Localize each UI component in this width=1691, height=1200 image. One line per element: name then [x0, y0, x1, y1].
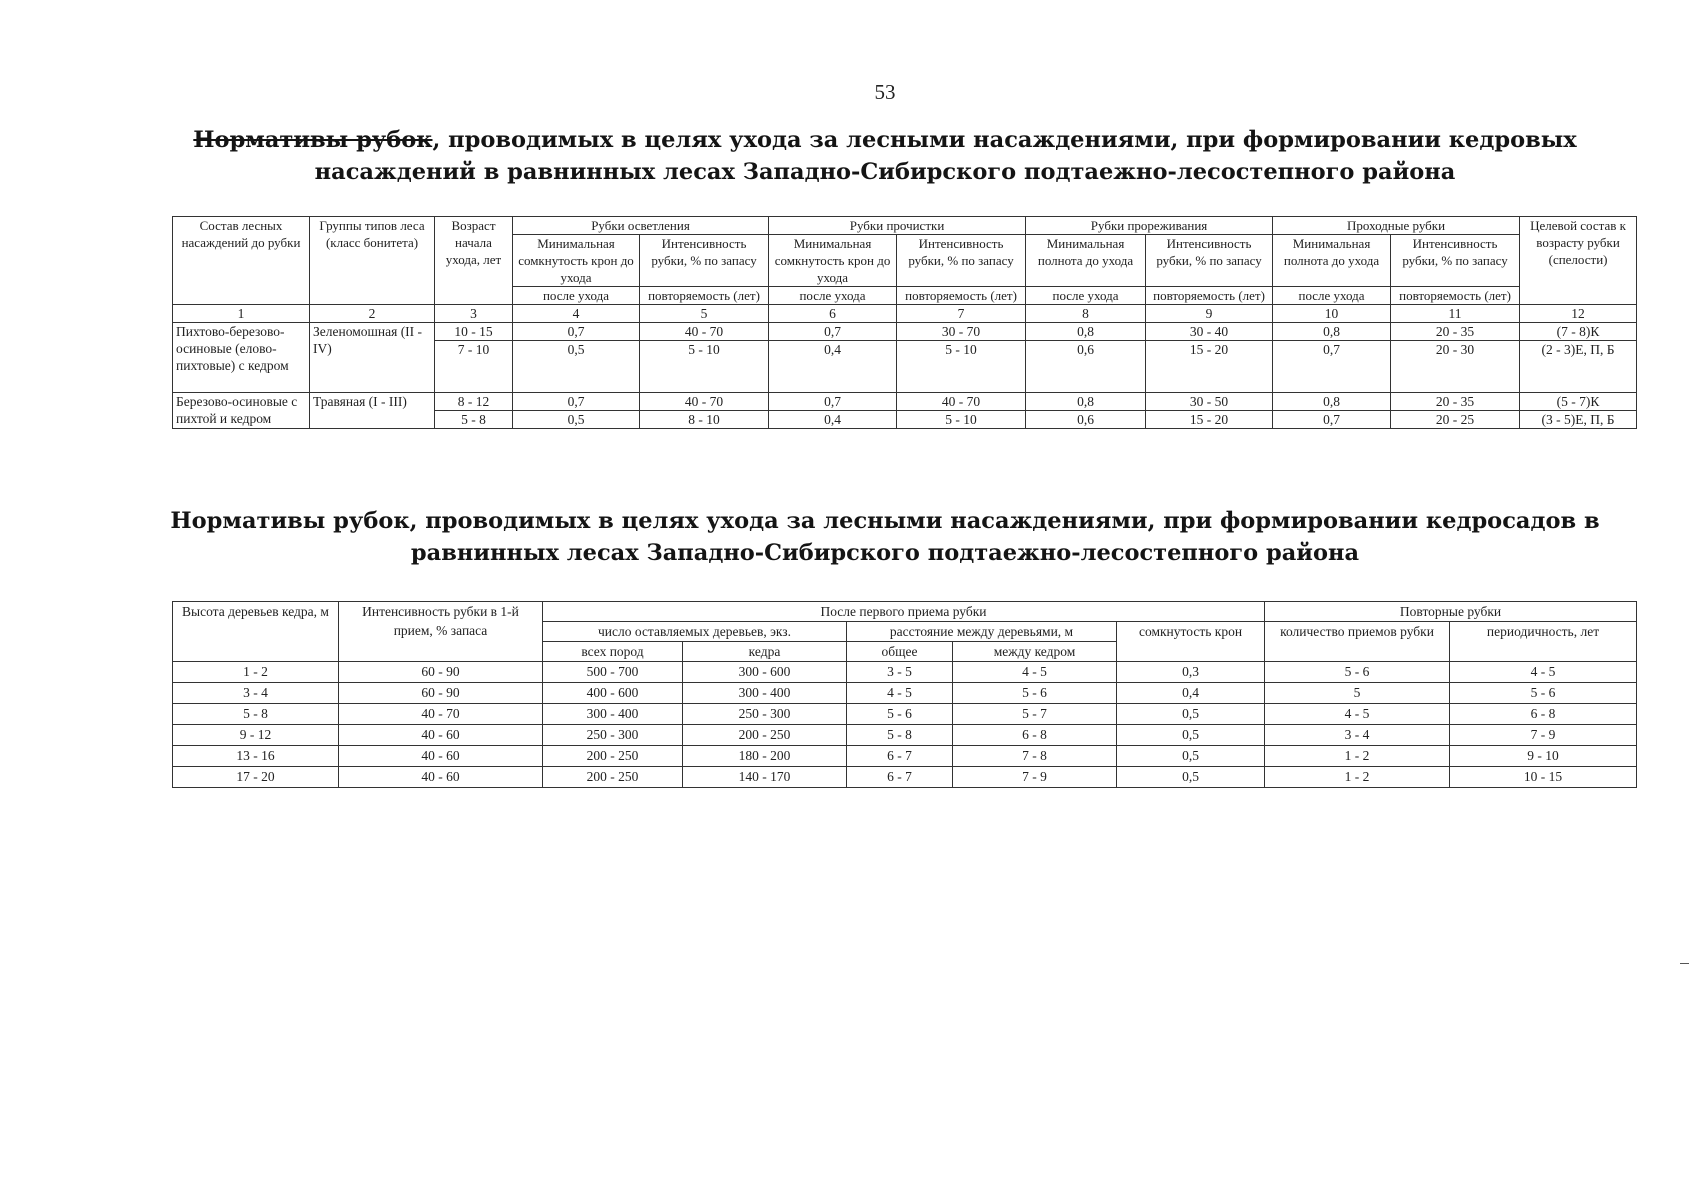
section2-title: Нормативы рубок, проводимых в целях ухода за лесными насаждениями, при формировании кедросадов в равнинных лесах Западно-Сибирского подтаежно-лесостепного района — [170, 508, 1600, 566]
table-cell: 400 - 600 — [543, 683, 683, 704]
table-cell: 0,7 — [1273, 411, 1391, 429]
section1-title-rest: , проводимых в целях ухода за лесными насаждениями, при формировании кедровых насаждений в равнинных лесах Западно-Сибирского подтаежно-лесостепного района — [314, 127, 1577, 185]
table-cell: 40 - 70 — [640, 323, 769, 341]
column-number: 12 — [1520, 305, 1637, 323]
table-cell: 10 - 15 — [435, 323, 513, 341]
hdr-intensity: Интенсивность рубки, % по запасу — [640, 235, 769, 287]
table-cell: 30 - 40 — [1146, 323, 1273, 341]
hdr-osvetleniya: Рубки осветления — [513, 217, 769, 235]
table-cell: 4 - 5 — [847, 683, 953, 704]
hdr-min-closure: Минимальная сомкнутость крон до ухода — [769, 235, 897, 287]
table-cell: 4 - 5 — [1265, 704, 1450, 725]
table-cell: 30 - 50 — [1146, 393, 1273, 411]
table-cell: 5 - 6 — [1265, 662, 1450, 683]
hdr-prochistki: Рубки прочистки — [769, 217, 1026, 235]
table-cell: 0,4 — [1117, 683, 1265, 704]
hdr-min-density: Минимальная полнота до ухода — [1273, 235, 1391, 287]
table-cell: 40 - 60 — [339, 746, 543, 767]
hdr-repeatability: повторяемость (лет) — [640, 287, 769, 305]
hdr-repeatability: повторяемость (лет) — [897, 287, 1026, 305]
hdr-period: периодичность, лет — [1450, 622, 1637, 662]
table-cell: 0,7 — [769, 323, 897, 341]
table-cell: 0,5 — [1117, 767, 1265, 788]
table-cell: (7 - 8)К — [1520, 323, 1637, 341]
table-cell: 5 - 7 — [953, 704, 1117, 725]
table-cell: 6 - 7 — [847, 767, 953, 788]
table-cell: 200 - 250 — [543, 746, 683, 767]
hdr-min-closure: Минимальная сомкнутость крон до ухода — [513, 235, 640, 287]
table-cell: 6 - 8 — [1450, 704, 1637, 725]
column-number: 4 — [513, 305, 640, 323]
table-cell: 5 - 10 — [897, 411, 1026, 429]
table-cell: 1 - 2 — [173, 662, 339, 683]
hdr-total: общее — [847, 642, 953, 662]
hdr-closure: сомкнутость крон — [1117, 622, 1265, 662]
hdr-after-care: после ухода — [513, 287, 640, 305]
table-cell: 1 - 2 — [1265, 746, 1450, 767]
table-cell: 9 - 10 — [1450, 746, 1637, 767]
hdr-target: Целевой состав к возрасту рубки (спелости) — [1520, 217, 1637, 305]
table-cell: 0,7 — [513, 393, 640, 411]
cedar-gardens-table — [172, 601, 1637, 788]
table-cell: 9 - 12 — [173, 725, 339, 746]
forest-type-cell: Травяная (I - III) — [310, 393, 435, 429]
hdr-height: Высота деревьев кедра, м — [173, 602, 339, 662]
table-cell: 1 - 2 — [1265, 767, 1450, 788]
table-cell: 17 - 20 — [173, 767, 339, 788]
column-number: 7 — [897, 305, 1026, 323]
column-number: 10 — [1273, 305, 1391, 323]
table-cell: 10 - 15 — [1450, 767, 1637, 788]
table-cell: 4 - 5 — [1450, 662, 1637, 683]
column-number: 2 — [310, 305, 435, 323]
table-cell: 0,8 — [1026, 323, 1146, 341]
table-cell: 7 - 9 — [953, 767, 1117, 788]
table-row — [173, 662, 1637, 683]
table-cell: 0,4 — [769, 341, 897, 393]
table-row — [173, 393, 1637, 411]
table-cell: 5 - 6 — [1450, 683, 1637, 704]
hdr-after-first: После первого приема рубки — [543, 602, 1265, 622]
table-row — [173, 725, 1637, 746]
table-cell: 0,7 — [1273, 341, 1391, 393]
hdr-cedar: кедра — [683, 642, 847, 662]
section1-title-strike: Нормативы рубок — [193, 127, 433, 153]
hdr-between-cedar: между кедром — [953, 642, 1117, 662]
table-cell: 5 - 8 — [173, 704, 339, 725]
table-cell: 60 - 90 — [339, 683, 543, 704]
table-cell: 5 - 10 — [640, 341, 769, 393]
hdr-intensity: Интенсивность рубки, % по запасу — [897, 235, 1026, 287]
table-cell: 0,8 — [1273, 323, 1391, 341]
hdr-repeat: Повторные рубки — [1265, 602, 1637, 622]
table-cell: 5 - 8 — [847, 725, 953, 746]
table-row — [173, 746, 1637, 767]
table-cell: 0,8 — [1026, 393, 1146, 411]
column-number: 9 — [1146, 305, 1273, 323]
table-cell: 20 - 35 — [1391, 393, 1520, 411]
column-number: 1 — [173, 305, 310, 323]
table-cell: 3 - 4 — [1265, 725, 1450, 746]
hdr-forest-types: Группы типов леса (класс бонитета) — [310, 217, 435, 305]
column-number: 5 — [640, 305, 769, 323]
hdr-repeatability: повторяемость (лет) — [1146, 287, 1273, 305]
table-cell: 7 - 10 — [435, 341, 513, 393]
table-cell: 300 - 400 — [683, 683, 847, 704]
table-row — [173, 323, 1637, 341]
table-cell: 5 - 6 — [847, 704, 953, 725]
composition-cell: Пихтово-березово-осиновые (елово-пихтовые) с кедром — [173, 323, 310, 393]
hdr-all-species: всех пород — [543, 642, 683, 662]
hdr-intensity: Интенсивность рубки, % по запасу — [1146, 235, 1273, 287]
table-row — [173, 767, 1637, 788]
cedar-stands-table — [172, 216, 1637, 429]
table-cell: 300 - 400 — [543, 704, 683, 725]
composition-cell: Березово-осиновые с пихтой и кедром — [173, 393, 310, 429]
table-cell: (3 - 5)Е, П, Б — [1520, 411, 1637, 429]
forest-type-cell: Зеленомошная (II - IV) — [310, 323, 435, 393]
column-number: 11 — [1391, 305, 1520, 323]
table-cell: (5 - 7)К — [1520, 393, 1637, 411]
table-cell: 7 - 9 — [1450, 725, 1637, 746]
table-cell: 0,7 — [513, 323, 640, 341]
column-number: 3 — [435, 305, 513, 323]
hdr-prorezhivaniya: Рубки прореживания — [1026, 217, 1273, 235]
table-cell: 8 - 12 — [435, 393, 513, 411]
table-cell: 60 - 90 — [339, 662, 543, 683]
table-cell: 20 - 30 — [1391, 341, 1520, 393]
table-cell: 0,5 — [513, 411, 640, 429]
column-number: 6 — [769, 305, 897, 323]
table-row — [173, 683, 1637, 704]
table-cell: 300 - 600 — [683, 662, 847, 683]
table-cell: 13 - 16 — [173, 746, 339, 767]
hdr-repeatability: повторяемость (лет) — [1391, 287, 1520, 305]
table-cell: 0,6 — [1026, 411, 1146, 429]
table-cell: 200 - 250 — [543, 767, 683, 788]
hdr-after-care: после ухода — [1026, 287, 1146, 305]
table-cell: 6 - 8 — [953, 725, 1117, 746]
table-cell: 40 - 60 — [339, 767, 543, 788]
hdr-min-density: Минимальная полнота до ухода — [1026, 235, 1146, 287]
table-cell: 200 - 250 — [683, 725, 847, 746]
table-cell: 0,8 — [1273, 393, 1391, 411]
table-cell: 15 - 20 — [1146, 341, 1273, 393]
table-cell: 0,5 — [1117, 746, 1265, 767]
hdr-intensity: Интенсивность рубки, % по запасу — [1391, 235, 1520, 287]
table-cell: 0,4 — [769, 411, 897, 429]
hdr-distance: расстояние между деревьями, м — [847, 622, 1117, 642]
table-cell: 180 - 200 — [683, 746, 847, 767]
scan-edge-mark — [1680, 963, 1689, 964]
hdr-after-care: после ухода — [769, 287, 897, 305]
table-cell: 0,7 — [769, 393, 897, 411]
hdr-trees-left: число оставляемых деревьев, экз. — [543, 622, 847, 642]
table-cell: 40 - 60 — [339, 725, 543, 746]
column-number-row — [173, 305, 1637, 323]
table-cell: 140 - 170 — [683, 767, 847, 788]
table-cell: 250 - 300 — [683, 704, 847, 725]
hdr-intensity-first: Интенсивность рубки в 1-й прием, % запаса — [339, 602, 543, 662]
table-cell: 6 - 7 — [847, 746, 953, 767]
table-cell: 20 - 25 — [1391, 411, 1520, 429]
table-cell: 0,5 — [1117, 704, 1265, 725]
table-cell: 7 - 8 — [953, 746, 1117, 767]
column-number: 8 — [1026, 305, 1146, 323]
hdr-after-care: после ухода — [1273, 287, 1391, 305]
table-cell: 3 - 4 — [173, 683, 339, 704]
table-cell: 30 - 70 — [897, 323, 1026, 341]
hdr-prohodnye: Проходные рубки — [1273, 217, 1520, 235]
table-cell: 40 - 70 — [640, 393, 769, 411]
table-cell: 40 - 70 — [897, 393, 1026, 411]
table-cell: (2 - 3)Е, П, Б — [1520, 341, 1637, 393]
hdr-age: Возраст начала ухода, лет — [435, 217, 513, 305]
page-number: 53 — [874, 80, 896, 104]
table-cell: 5 - 10 — [897, 341, 1026, 393]
table-cell: 0,6 — [1026, 341, 1146, 393]
table-cell: 250 - 300 — [543, 725, 683, 746]
table-cell: 8 - 10 — [640, 411, 769, 429]
table-cell: 5 - 6 — [953, 683, 1117, 704]
section1-title — [160, 124, 1610, 188]
table-cell: 20 - 35 — [1391, 323, 1520, 341]
table-cell: 500 - 700 — [543, 662, 683, 683]
table-cell: 0,3 — [1117, 662, 1265, 683]
hdr-composition: Состав лесных насаждений до рубки — [173, 217, 310, 305]
table-cell: 4 - 5 — [953, 662, 1117, 683]
table-cell: 40 - 70 — [339, 704, 543, 725]
hdr-count: количество приемов рубки — [1265, 622, 1450, 662]
table-cell: 0,5 — [1117, 725, 1265, 746]
table-cell: 5 — [1265, 683, 1450, 704]
table-cell: 0,5 — [513, 341, 640, 393]
table-cell: 15 - 20 — [1146, 411, 1273, 429]
table-row — [173, 704, 1637, 725]
table-cell: 3 - 5 — [847, 662, 953, 683]
table-cell: 5 - 8 — [435, 411, 513, 429]
